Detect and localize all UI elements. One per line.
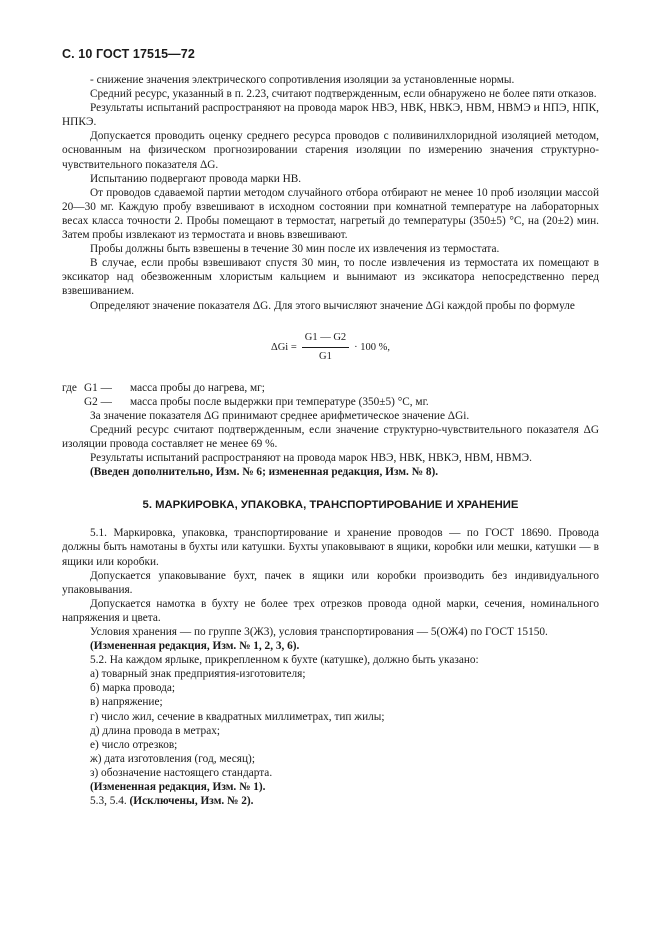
paragraph	[62, 794, 599, 808]
amendment-note: (Измененная редакция, Изм. № 1, 2, 3, 6).	[90, 640, 300, 653]
list-item: ж) дата изготовления (год, месяц);	[90, 752, 255, 765]
paragraph: Допускается упаковывание бухт, пачек в ящики или коробки производить без индивидуального упаковывания.	[62, 569, 599, 596]
amendment-note: (Измененная редакция, Изм. № 1).	[90, 781, 266, 794]
formula	[62, 328, 599, 368]
list-item: з) обозначение настоящего стандарта.	[90, 766, 273, 779]
paragraph: Определяют значение показателя ΔG. Для этого вычисляют значение ΔGi каждой пробы по формуле	[90, 299, 575, 312]
formula-lhs: ΔGi =	[270, 341, 297, 353]
where-row-g1	[62, 381, 599, 395]
paragraph: От проводов сдаваемой партии методом случайного отбора отбирают не менее 10 проб изоляции массой 20—30 мг. Каждую пробу взвешивают в исходном состоянии при комнатной температуре на лабораторных весах класса точности 2. Пробы помещают в термостат, нагретый до температуры (350±5) °С, на (20±2) мин. Затем пробы извлекают из термостата и вновь взвешивают.	[62, 186, 599, 242]
paragraph: Средний ресурс, указанный в п. 2.23, считают подтвержденным, если обнаружено не более пяти отказов.	[90, 88, 597, 101]
formula-numerator: G1 — G2	[302, 331, 349, 348]
paragraph: Средний ресурс считают подтвержденным, если значение структурно-чувствительного показателя ΔG изоляции провода составляет не менее 69 %.	[62, 423, 599, 450]
paragraph: Результаты испытаний распространяют на провода марок НВЭ, НВК, НВКЭ, НВМ, НВМЭ.	[90, 452, 532, 465]
paragraph: Результаты испытаний распространяют на провода марок НВЭ, НВК, НВКЭ, НВМ, НВМЭ и НПЭ, НПК, НПКЭ.	[62, 102, 599, 129]
where-row-g2	[62, 395, 599, 409]
list-item: а) товарный знак предприятия-изготовителя;	[90, 668, 306, 681]
where-symbol: G2 —	[84, 395, 112, 408]
where-intro: где	[62, 381, 77, 394]
paragraph: - снижение значения электрического сопротивления изоляции за установленные нормы.	[90, 74, 515, 86]
list-item: е) число отрезков;	[90, 738, 178, 751]
formula-tail: · 100 %,	[354, 341, 391, 353]
amendment-note: (Исключены, Изм. № 2).	[129, 795, 254, 808]
paragraph: Допускается намотка в бухту не более трех отрезков провода одной марки, сечения, номинального напряжения и цвета.	[62, 597, 599, 624]
label-requirements-list	[62, 667, 599, 780]
paragraph: 5.2. На каждом ярлыке, прикрепленном к бухте (катушке), должно быть указано:	[90, 654, 479, 667]
paragraph: Пробы должны быть взвешены в течение 30 мин после их извлечения из термостата.	[90, 243, 500, 256]
formula-fraction	[302, 331, 349, 364]
paragraph: 5.1. Маркировка, упаковка, транспортирование и хранение проводов — по ГОСТ 18690. Провода должны быть намотаны в бухты или катушки. Бухты упаковывают в ящики, коробки или мешки, катушки — в ящики или коробки.	[62, 527, 599, 568]
document-body	[62, 73, 599, 808]
section-title: 5. МАРКИРОВКА, УПАКОВКА, ТРАНСПОРТИРОВАНИЕ И ХРАНЕНИЕ	[142, 499, 519, 512]
list-item: б) марка провода;	[90, 682, 176, 695]
paragraph: Допускается проводить оценку среднего ресурса проводов с поливинилхлоридной изоляцией методом, основанным на физическом прогнозировании старения изоляции по измерению значения структурно-чувствительного показателя ΔG.	[62, 130, 599, 171]
list-item: в) напряжение;	[90, 696, 163, 709]
paragraph: В случае, если пробы взвешивают спустя 30 мин, то после извлечения из термостата их помещают в эксикатор над обезвоженным хлористым кальцием и вынимают из эксикатора непосредственно перед взвешиванием.	[62, 257, 599, 298]
paragraph: Условия хранения — по группе 3(Ж3), условия транспортирования — 5(ОЖ4) по ГОСТ 15150.	[90, 626, 548, 638]
paragraph: За значение показателя ΔG принимают среднее арифметическое значение ΔGi.	[90, 409, 470, 422]
formula-denominator: G1	[319, 351, 332, 363]
where-text: масса пробы до нагрева, мг;	[130, 381, 265, 394]
list-item: г) число жил, сечение в квадратных миллиметрах, тип жилы;	[90, 710, 385, 723]
clause-number: 5.3, 5.4.	[90, 795, 127, 808]
list-item: д) длина провода в метрах;	[90, 724, 221, 737]
where-text: масса пробы после выдержки при температуре (350±5) °С, мг.	[130, 395, 429, 408]
where-symbol: G1 —	[84, 381, 112, 394]
paragraph: Испытанию подвергают провода марки НВ.	[90, 172, 302, 185]
amendment-note: (Введен дополнительно, Изм. № 6; измененная редакция, Изм. № 8).	[90, 466, 439, 479]
page-header: С. 10 ГОСТ 17515—72	[62, 47, 195, 61]
